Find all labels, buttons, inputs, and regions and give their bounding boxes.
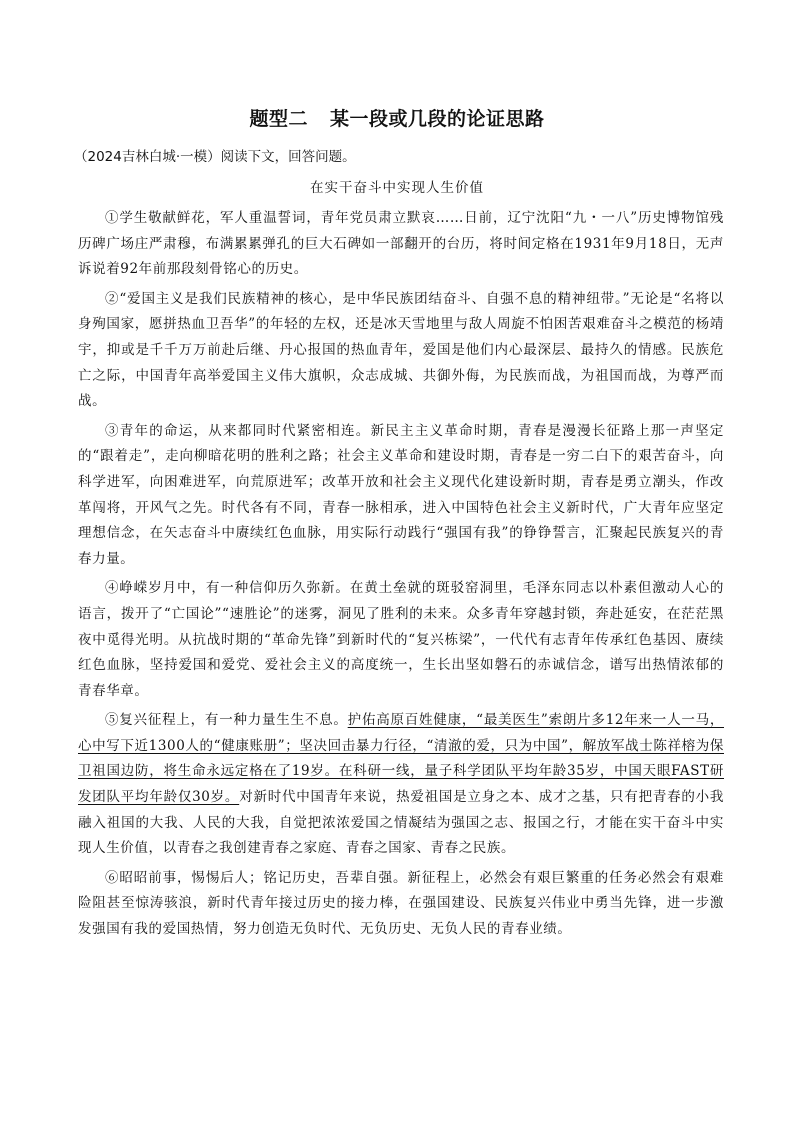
essay-body <box>78 206 724 947</box>
section-title-topic: 某一段或几段的论证思路 <box>330 108 545 130</box>
paragraph-4: ④峥嵘岁月中，有一种信仰历久弥新。在黄土垒就的斑驳窑洞里，毛泽东同志以朴素但激动人心的语言，拨开了“亡国论”“速胜论”的迷雾，洞见了胜利的未来。众多青年穿越封锁，奔赴延安，在茫茫黑夜中觅得光明。从抗战时期的“革命先锋”到新时代的“复兴栋梁”，一代代有志青年传承红色基因、赓续红色血脉，坚持爱国和爱党、爱社会主义的高度统一，生长出坚如磐石的赤诚信念，谱写出热情浓郁的青春华章。 <box>78 580 724 699</box>
paragraph-5-rest: 对新时代中国青年来说，热爱祖国是立身之本、成才之基，只有把青春的小我融入祖国的大我、人民的大我，自觉把浓浓爱国之情凝结为强国之志、报国之行，才能在实干奋斗中实现人生价值，以青春之我创建青春之家庭、青春之国家、青春之民族。 <box>78 789 724 857</box>
paragraph-1: ①学生敬献鲜花，军人重温誓词，青年党员肃立默哀……日前，辽宁沈阳“九・一八”历史博物馆残历碑广场庄严肃穆，布满累累弹孔的巨大石碑如一部翻开的台历，将时间定格在1931年9月18日，无声诉说着92年前那段刻骨铭心的历史。 <box>78 210 724 278</box>
essay-title: 在实干奋斗中实现人生价值 <box>310 180 484 196</box>
paragraph-2: ②“爱国主义是我们民族精神的核心，是中华民族团结奋斗、自强不息的精神纽带。”无论是“名将以身殉国家，愿拼热血卫吾华”的年轻的左权，还是冰天雪地里与敌人周旋不怕困苦艰难奋斗之模范的杨靖宇，抑或是千千万万前赴后继、丹心报国的热血青年，爱国是他们内心最深层、最持久的情感。民族危亡之际，中国青年高举爱国主义伟大旗帜，众志成城、共御外侮，为民族而战，为祖国而战，为尊严而战。 <box>78 290 724 410</box>
paragraph-3: ③青年的命运，从来都同时代紧密相连。新民主主义革命时期，青春是漫漫长征路上那一声坚定的“跟着走”，走向柳暗花明的胜利之路；社会主义革命和建设时期，青春是一穷二白下的艰苦奋斗，向科学进军，向困难进军，向荒原进军；改革开放和社会主义现代化建设新时期，青春是勇立潮头，作改革闯将，开风气之先。时代各有不同，青春一脉相承，进入中国特色社会主义新时代，广大青年应坚定理想信念，在矢志奋斗中赓续红色血脉，用实际行动践行“强国有我”的铮铮誓言，汇聚起民族复兴的青春力量。 <box>78 422 724 567</box>
paragraph-5 <box>78 708 724 862</box>
paragraph-5-underlined: 护佑高原百姓健康，“最美医生”索朗片多12年来一人一马，心中写下近1300人的“健康账册”；坚决回击暴力行径，“清澈的爱，只为中国”，解放军战士陈祥榕为保卫祖国边防，将生命永远定格在了19岁。在科研一线，量子科学团队平均年龄35岁，中国天眼FAST研发团队平均年龄仅30岁。 <box>78 712 724 806</box>
section-title-label: 题型二 <box>249 108 308 130</box>
paragraph-6: ⑥昭昭前事，惕惕后人；铭记历史，吾辈自强。新征程上，必然会有艰巨繁重的任务必然会有艰难险阻甚至惊涛骇浪，新时代青年接过历史的接力棒，在强国建设、民族复兴伟业中勇当先锋，进一步激发强国有我的爱国热情，努力创造无负时代、无负历史、无负人民的青春业绩。 <box>78 869 724 938</box>
section-title <box>0 104 794 131</box>
question-source-prompt: （2024吉林白城·一模）阅读下文，回答问题。 <box>74 149 356 165</box>
paragraph-5-lead: ⑤复兴征程上，有一种力量生生不息。 <box>105 712 348 729</box>
